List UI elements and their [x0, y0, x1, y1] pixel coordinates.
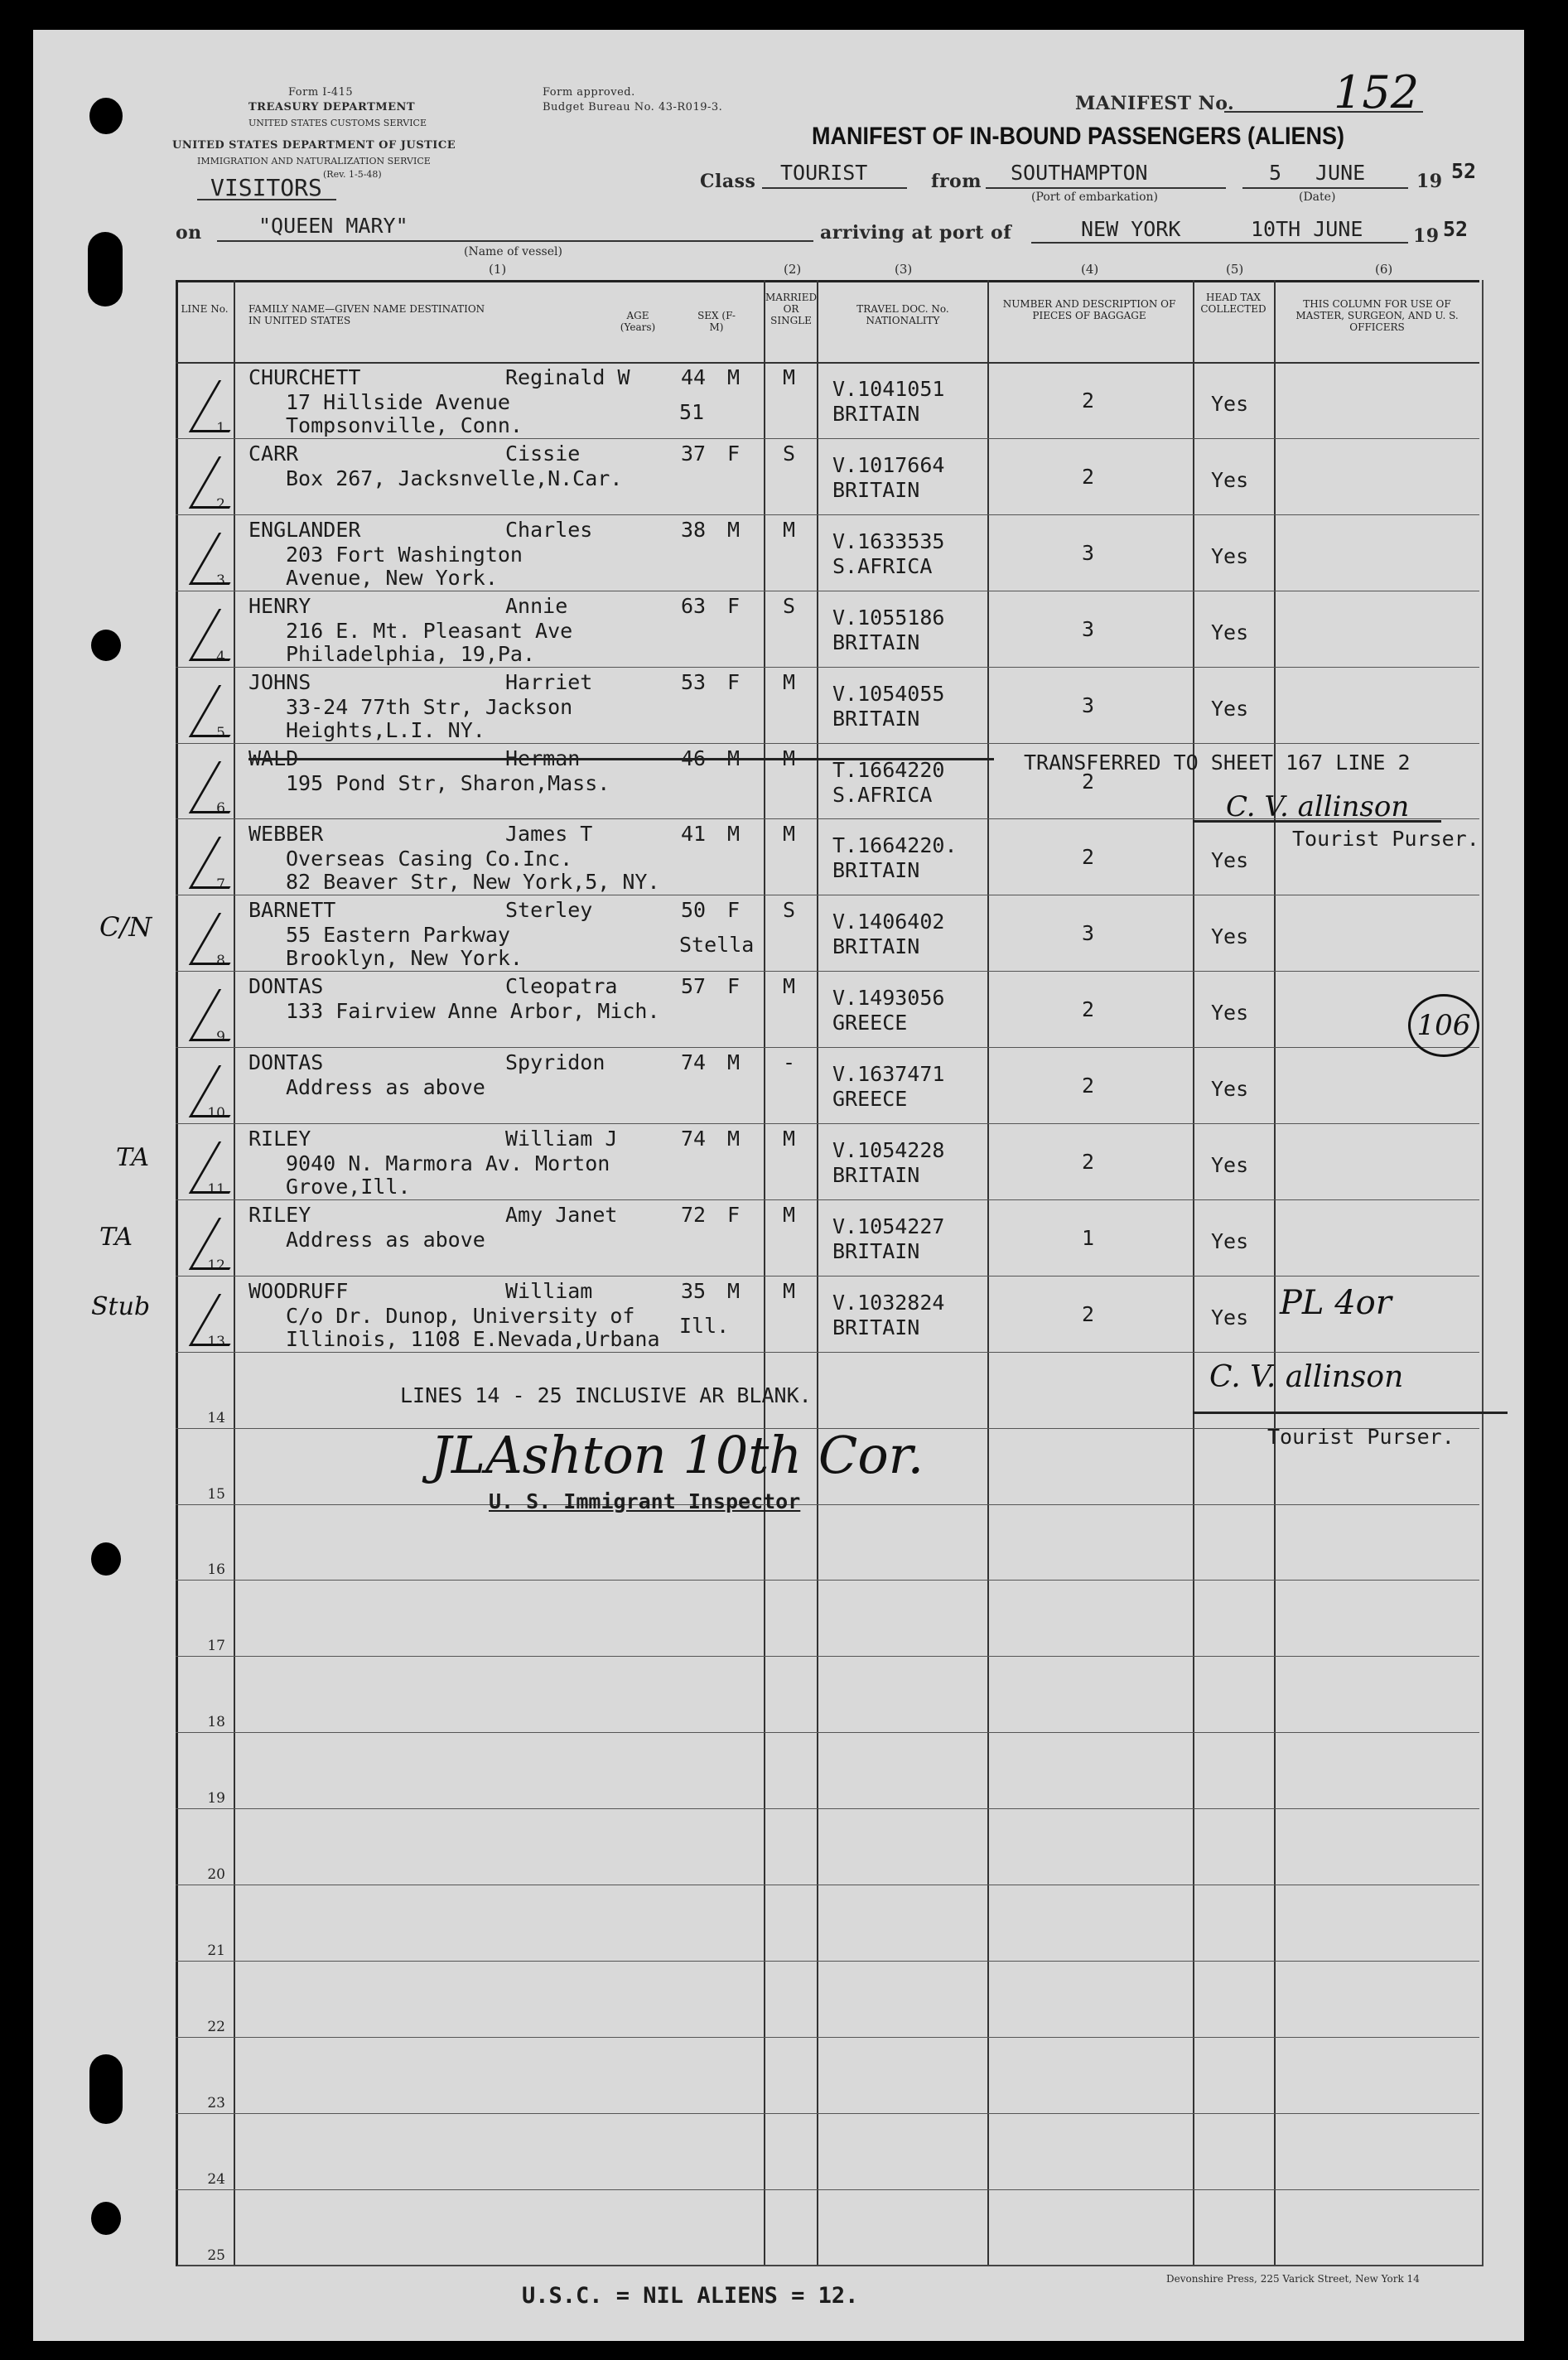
col-header-sex: SEX (F-M) — [697, 310, 736, 333]
family-name: DONTAS — [248, 1050, 324, 1075]
vessel-name: "QUEEN MARY" — [258, 214, 408, 238]
blank-lines-note: LINES 14 - 25 INCLUSIVE AR BLANK. — [400, 1383, 812, 1407]
address-line-2: 82 Beaver Str, New York,5, NY. — [286, 870, 660, 895]
age: 38 — [681, 517, 707, 542]
address-line-1: Address as above — [286, 1075, 485, 1100]
punch-hole — [89, 2054, 123, 2124]
row-divider — [176, 1199, 1479, 1200]
given-name: William J — [505, 1127, 618, 1151]
treasury-department: TREASURY DEPARTMENT — [248, 101, 416, 113]
marital-status: M — [783, 746, 796, 770]
nationality: S.AFRICA — [832, 782, 933, 807]
address-line-1: 55 Eastern Parkway — [286, 923, 510, 948]
head-tax: Yes — [1211, 924, 1249, 949]
row-divider — [176, 2189, 1479, 2190]
given-name: Cissie — [505, 441, 581, 466]
marital-status: M — [783, 1202, 796, 1227]
row-divider — [176, 1732, 1479, 1733]
line-number: 1 — [216, 420, 225, 437]
visitors-label: VISITORS — [210, 174, 322, 201]
initials: PL 4or — [1280, 1284, 1392, 1322]
given-name: Sterley — [505, 898, 593, 923]
line-number: 8 — [216, 953, 225, 969]
family-name: CARR — [248, 441, 299, 466]
address-line-2: Grove,Ill. — [286, 1175, 411, 1199]
travel-doc-number: V.1055186 — [832, 605, 945, 630]
travel-doc-number: V.1493056 — [832, 986, 945, 1011]
margin-note: Stub — [91, 1292, 151, 1321]
nationality: BRITAIN — [832, 1163, 920, 1187]
sex: M — [727, 1050, 741, 1075]
vessel-underline — [217, 240, 813, 242]
address-line-1: C/o Dr. Dunop, University of — [286, 1303, 635, 1328]
family-name: DONTAS — [248, 974, 324, 999]
given-name: William — [505, 1278, 593, 1303]
line-number: 11 — [207, 1181, 225, 1198]
nationality: BRITAIN — [832, 1315, 920, 1339]
given-name: Charles — [505, 517, 593, 542]
baggage-count: 3 — [1082, 693, 1095, 717]
row-divider — [176, 1047, 1479, 1048]
inspector-signature: JLAshton 10th Cor. — [431, 1425, 924, 1485]
line-number: 10 — [207, 1105, 225, 1122]
given-name: Amy Janet — [505, 1202, 618, 1227]
form-number: Form I-415 — [288, 86, 354, 99]
baggage-count: 2 — [1082, 1301, 1095, 1326]
signature-line — [1193, 1412, 1508, 1414]
sex: M — [727, 1127, 741, 1151]
row-divider — [176, 667, 1479, 668]
strike-through-line — [248, 758, 994, 760]
punch-hole — [91, 630, 121, 661]
row-divider — [176, 1961, 1479, 1962]
address-line-2: Heights,L.I. NY. — [286, 717, 485, 742]
col-number: (5) — [1226, 262, 1244, 277]
row-divider — [176, 438, 1479, 439]
class-value: TOURIST — [780, 161, 868, 185]
address-line-1: 33-24 77th Str, Jackson — [286, 694, 573, 719]
margin-note: C/N — [99, 911, 152, 943]
customs-service: UNITED STATES CUSTOMS SERVICE — [248, 118, 427, 128]
printer-credit: Devonshire Press, 225 Varick Street, New York 14 — [1166, 2273, 1420, 2285]
manifest-title: MANIFEST OF IN-BOUND PASSENGERS (ALIENS) — [812, 123, 1345, 150]
line-number: 21 — [207, 1943, 225, 1959]
baggage-count: 2 — [1082, 845, 1095, 870]
line-number: 24 — [207, 2171, 225, 2188]
travel-doc-number: V.1017664 — [832, 452, 945, 477]
family-name: HENRY — [248, 593, 311, 618]
head-tax: Yes — [1211, 696, 1249, 721]
address-line-2: Philadelphia, 19,Pa. — [286, 641, 536, 666]
age: 50 — [681, 898, 707, 923]
nationality: GREECE — [832, 1011, 908, 1035]
marital-status: M — [783, 974, 796, 999]
address-line-2: Avenue, New York. — [286, 565, 498, 590]
year-suffix: 52 — [1451, 159, 1477, 183]
marital-status: M — [783, 517, 796, 542]
nationality: BRITAIN — [832, 858, 920, 883]
line-number: 16 — [207, 1561, 225, 1578]
sex: F — [727, 974, 741, 999]
head-tax: Yes — [1211, 1001, 1249, 1026]
inspector-title: U. S. Immigrant Inspector — [489, 1489, 801, 1513]
col-number: (1) — [489, 262, 507, 277]
line-number: 6 — [216, 800, 225, 817]
travel-doc-number: T.1664220 — [832, 757, 945, 782]
from-underline — [986, 187, 1226, 189]
head-tax: Yes — [1211, 1077, 1249, 1102]
marital-status: M — [783, 1127, 796, 1151]
row-divider — [176, 2037, 1479, 2038]
row-divider — [176, 1656, 1479, 1657]
margin-note: Stella — [679, 933, 755, 958]
date-caption: (Date) — [1299, 191, 1336, 204]
line-number: 20 — [207, 1866, 225, 1883]
sex: M — [727, 365, 741, 389]
col-header-married: MARRIED OR SINGLE — [765, 292, 818, 326]
age: 57 — [681, 974, 707, 999]
line-number: 25 — [207, 2247, 225, 2264]
family-name: WEBBER — [248, 822, 324, 847]
address-line-2: Brooklyn, New York. — [286, 946, 523, 971]
travel-doc-number: V.1637471 — [832, 1062, 945, 1087]
col-header-head-tax: HEAD TAX COLLECTED — [1200, 292, 1266, 315]
col-header-line: LINE No. — [181, 303, 229, 315]
line-number: 23 — [207, 2095, 225, 2111]
head-tax: Yes — [1211, 467, 1249, 492]
nationality: BRITAIN — [832, 477, 920, 502]
row-divider — [176, 971, 1479, 972]
travel-doc-number: V.1032824 — [832, 1290, 945, 1315]
sex: F — [727, 593, 741, 618]
nationality: GREECE — [832, 1087, 908, 1112]
head-tax: Yes — [1211, 620, 1249, 644]
punch-hole — [89, 98, 123, 134]
line-number: 2 — [216, 496, 225, 513]
sex: F — [727, 669, 741, 694]
travel-doc-number: T.1664220. — [832, 833, 958, 858]
punch-hole — [88, 232, 123, 306]
arrival-port: NEW YORK — [1081, 217, 1181, 241]
family-name: WOODRUFF — [248, 1278, 349, 1303]
class-label: Class — [700, 171, 756, 192]
col-header-travel: TRAVEL DOC. No. NATIONALITY — [856, 303, 949, 326]
form-revision: (Rev. 1-5-48) — [323, 169, 382, 180]
family-name: RILEY — [248, 1202, 311, 1227]
col-header-baggage: NUMBER AND DESCRIPTION OF PIECES OF BAGGAGE — [1002, 298, 1176, 321]
baggage-count: 2 — [1082, 389, 1095, 413]
line-number: 9 — [216, 1029, 225, 1045]
sex: M — [727, 517, 741, 542]
col-divider — [764, 280, 765, 2265]
line-number: 5 — [216, 725, 225, 741]
baggage-count: 3 — [1082, 616, 1095, 641]
nationality: BRITAIN — [832, 630, 920, 654]
table-top-border — [176, 280, 1479, 282]
baggage-count: 2 — [1082, 997, 1095, 1022]
arrival-underline — [1031, 242, 1408, 244]
row-divider — [176, 2113, 1479, 2114]
age: 74 — [681, 1050, 707, 1075]
marital-status: M — [783, 365, 796, 389]
punch-hole — [91, 1542, 121, 1576]
col-number: (3) — [895, 262, 913, 277]
purser-signature-2: C. V. allinson — [1209, 1360, 1404, 1394]
nationality: S.AFRICA — [832, 553, 933, 578]
line-number: 19 — [207, 1790, 225, 1807]
from-label: from — [931, 171, 982, 192]
signature-line — [1193, 820, 1441, 823]
given-name: James T — [505, 822, 593, 847]
address-line-1: Box 267, Jacksnvelle,N.Car. — [286, 466, 623, 490]
circled-number: 106 — [1408, 994, 1479, 1057]
transferred-note: TRANSFERRED TO SHEET 167 LINE 2 — [1024, 750, 1411, 775]
date-month: JUNE — [1315, 161, 1366, 185]
baggage-count: 2 — [1082, 1150, 1095, 1174]
visitors-underline — [197, 199, 336, 200]
baggage-count: 2 — [1082, 464, 1095, 489]
marital-status: M — [783, 1278, 796, 1303]
age: 44 — [681, 365, 707, 389]
travel-doc-number: V.1633535 — [832, 528, 945, 553]
nationality: BRITAIN — [832, 934, 920, 959]
address-line-2: Tompsonville, Conn. — [286, 413, 523, 437]
col-divider — [1193, 280, 1194, 2265]
row-divider — [176, 1276, 1479, 1277]
travel-doc-number: V.1041051 — [832, 377, 945, 401]
travel-doc-number: V.1406402 — [832, 910, 945, 934]
baggage-count: 3 — [1082, 921, 1095, 946]
given-name: Annie — [505, 593, 568, 618]
line-number: 13 — [207, 1334, 225, 1350]
head-tax: Yes — [1211, 1153, 1249, 1177]
marital-status: M — [783, 822, 796, 847]
manifest-number-label: MANIFEST No. — [1075, 93, 1235, 114]
age: 46 — [681, 746, 707, 770]
nationality: BRITAIN — [832, 1238, 920, 1263]
margin-note: Ill. — [679, 1313, 730, 1338]
vessel-caption: (Name of vessel) — [464, 245, 562, 258]
family-name: CHURCHETT — [248, 365, 361, 389]
col-number: (6) — [1375, 262, 1393, 277]
head-tax: Yes — [1211, 848, 1249, 873]
sex: M — [727, 1278, 741, 1303]
year-prefix: 19 — [1416, 171, 1443, 192]
form-approved: Form approved. — [543, 86, 635, 99]
class-underline — [762, 187, 907, 189]
given-name: Herman — [505, 746, 581, 770]
travel-doc-number: V.1054055 — [832, 681, 945, 706]
purser-title-1: Tourist Purser. — [1292, 827, 1479, 851]
row-divider — [176, 1580, 1479, 1581]
line-number: 4 — [216, 649, 225, 665]
address-line-1: 216 E. Mt. Pleasant Ave — [286, 618, 573, 643]
sex: M — [727, 822, 741, 847]
purser-signature-1: C. V. allinson — [1226, 790, 1410, 823]
family-name: ENGLANDER — [248, 517, 361, 542]
baggage-count: 1 — [1082, 1225, 1095, 1250]
line-number: 3 — [216, 572, 225, 589]
line-number: 15 — [207, 1486, 225, 1503]
arrival-year-suffix: 52 — [1443, 217, 1469, 241]
margin-note: TA — [99, 1223, 133, 1252]
marital-status: S — [783, 593, 796, 618]
manifest-number: 152 — [1334, 66, 1420, 118]
purser-title-2: Tourist Purser. — [1267, 1425, 1455, 1449]
arriving-label: arriving at port of — [820, 222, 1012, 244]
baggage-count: 3 — [1082, 540, 1095, 565]
head-tax: Yes — [1211, 543, 1249, 568]
travel-doc-number: V.1054228 — [832, 1138, 945, 1162]
port-caption: (Port of embarkation) — [1031, 191, 1158, 204]
baggage-count: 2 — [1082, 1074, 1095, 1098]
col-number: (4) — [1081, 262, 1099, 277]
row-divider — [176, 1123, 1479, 1124]
marital-status: M — [783, 669, 796, 694]
age: 37 — [681, 441, 707, 466]
head-tax: Yes — [1211, 1305, 1249, 1330]
row-divider — [176, 514, 1479, 515]
budget-bureau: Budget Bureau No. 43-R019-3. — [543, 101, 723, 113]
nationality: BRITAIN — [832, 706, 920, 731]
age: 35 — [681, 1278, 707, 1303]
head-tax: Yes — [1211, 1228, 1249, 1253]
family-name: BARNETT — [248, 898, 336, 923]
row-divider — [176, 1504, 1479, 1505]
line-number: 22 — [207, 2019, 225, 2035]
marital-status: - — [783, 1050, 796, 1075]
age: 72 — [681, 1202, 707, 1227]
given-name: Reginald W — [505, 365, 630, 389]
line-number: 14 — [207, 1410, 225, 1426]
address-line-1: 9040 N. Marmora Av. Morton — [286, 1151, 610, 1175]
line-number: 7 — [216, 876, 225, 893]
margin-note: 51 — [679, 400, 705, 424]
nationality: BRITAIN — [832, 402, 920, 426]
family-name: JOHNS — [248, 669, 311, 694]
marital-status: S — [783, 898, 796, 923]
row-divider — [176, 743, 1479, 744]
date-underline — [1242, 187, 1408, 189]
address-line-1: Overseas Casing Co.Inc. — [286, 847, 573, 871]
sex: F — [727, 898, 741, 923]
given-name: Harriet — [505, 669, 593, 694]
footer-summary: U.S.C. = NIL ALIENS = 12. — [522, 2283, 859, 2309]
address-line-2: Illinois, 1108 E.Nevada,Urbana — [286, 1326, 660, 1351]
address-line-1: 195 Pond Str, Sharon,Mass. — [286, 770, 610, 795]
head-tax: Yes — [1211, 392, 1249, 416]
line-number: 17 — [207, 1638, 225, 1654]
sex: F — [727, 1202, 741, 1227]
on-label: on — [176, 222, 202, 244]
from-value: SOUTHAMPTON — [1011, 161, 1148, 185]
ins-service: IMMIGRATION AND NATURALIZATION SERVICE — [197, 156, 431, 167]
arrival-date: 10TH JUNE — [1251, 217, 1363, 241]
family-name: WALD — [248, 746, 299, 770]
age: 53 — [681, 669, 707, 694]
row-divider — [176, 1352, 1479, 1353]
punch-hole — [91, 2202, 121, 2235]
col-divider — [1274, 280, 1276, 2265]
sex: F — [727, 441, 741, 466]
marital-status: S — [783, 441, 796, 466]
baggage-count: 2 — [1082, 769, 1095, 794]
sex: M — [727, 746, 741, 770]
col-number: (2) — [784, 262, 802, 277]
col-header-name: FAMILY NAME—GIVEN NAME DESTINATION IN UNITED STATES — [248, 303, 485, 326]
address-line-1: Address as above — [286, 1227, 485, 1252]
address-line-1: 17 Hillside Avenue — [286, 390, 510, 414]
row-divider — [176, 1808, 1479, 1809]
header-divider — [176, 362, 1479, 364]
col-divider — [987, 280, 989, 2265]
age: 41 — [681, 822, 707, 847]
line-number: 12 — [207, 1257, 225, 1274]
address-line-1: 133 Fairview Anne Arbor, Mich. — [286, 999, 660, 1024]
age: 63 — [681, 593, 707, 618]
age: 74 — [681, 1127, 707, 1151]
given-name: Cleopatra — [505, 974, 618, 999]
given-name: Spyridon — [505, 1050, 605, 1075]
family-name: RILEY — [248, 1127, 311, 1151]
arrival-year-prefix: 19 — [1413, 225, 1440, 247]
col-divider — [817, 280, 818, 2265]
address-line-1: 203 Fort Washington — [286, 542, 523, 567]
col-header-age: AGE (Years) — [620, 310, 656, 333]
col-header-officers: THIS COLUMN FOR USE OF MASTER, SURGEON, AND U. S. OFFICERS — [1295, 298, 1459, 333]
date-day: 5 — [1269, 161, 1282, 185]
travel-doc-number: V.1054227 — [832, 1214, 945, 1238]
line-number: 18 — [207, 1714, 225, 1730]
margin-note: TA — [116, 1143, 150, 1172]
justice-department: UNITED STATES DEPARTMENT OF JUSTICE — [172, 139, 456, 152]
